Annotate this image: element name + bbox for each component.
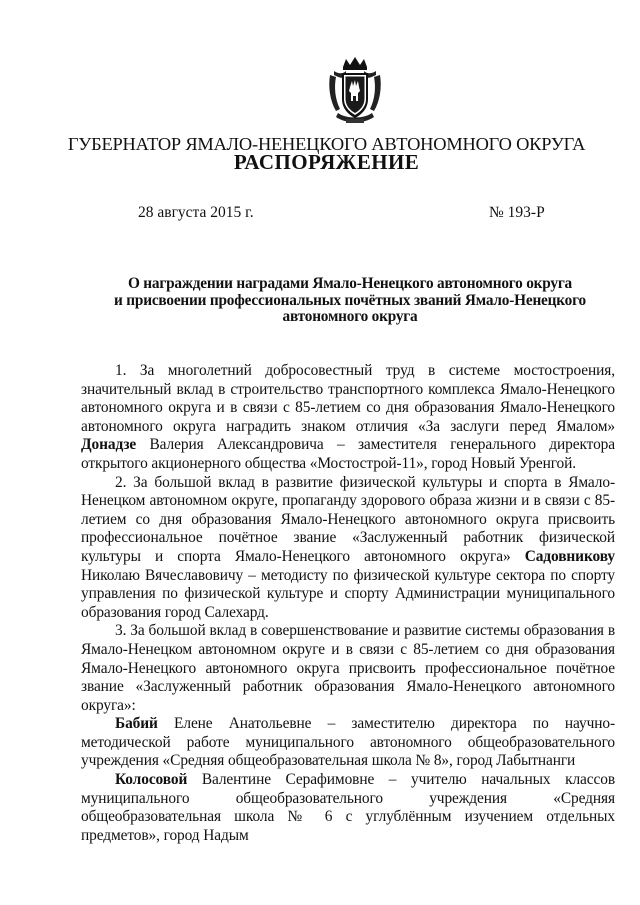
paragraph-3: 3. За большой вклад в совершенствование и развитие системы образования в Ямало-Ненецком автономном округе и в связи с 85-летием со дня образования Ямало-Ненецкого автономного округа присвоить профессиональное почётное звание «Заслуженный работник образования Ямало-Ненецкого автономного округа»:: [81, 622, 615, 714]
coat-of-arms-emblem: [326, 57, 384, 125]
title-line: О награждении наградами Ямало-Ненецкого автономного округа: [127, 275, 573, 292]
awardee-surname: Колосовой: [115, 771, 188, 789]
awardee-surname: Донадзе: [81, 436, 137, 454]
paragraph-text: Николаю Вячеславовичу – методисту по физической культуре сектора по спорту управления по физической культуре и спорту Администрации муниципального образования город Салехард.: [81, 566, 615, 621]
issuing-authority: ГУБЕРНАТОР ЯМАЛО-НЕНЕЦКОГО АВТОНОМНОГО ОКРУГА: [67, 134, 586, 154]
paragraph-5: [81, 771, 615, 845]
paragraph-1: [81, 362, 615, 474]
document-body: [81, 362, 615, 845]
paragraph-text: Валентине Серафимовне – учителю начальных классов муниципального общеобразовательного учреждения «Средняя общеобразовательная школа № 6 с углублённым изучением отдельных предметов», город Надым: [81, 771, 615, 844]
paragraph-2: [81, 474, 615, 623]
paragraph-text: 2. За большой вклад в развитие физической культуры и спорта в Ямало-Ненецком автономном округе, пропаганду здорового образа жизни и в связи с 85-летием со дня образования Ямало-Ненецкого автономного округа присвоить профессиональное почётное звание «Заслуженный работник физической культуры и спорта Ямало-Ненецкого автономного округа»: [81, 473, 615, 565]
paragraph-4: [81, 715, 615, 771]
paragraph-text: 1. За многолетний добросовестный труд в системе мостостроения, значительный вклад в строительство транспортного комплекса Ямало-Ненецкого автономного округа и в связи с 85-летием со дня образования Ямало-Ненецкого автономного округа наградить знаком отличия «За заслуги перед Ямалом»: [81, 362, 615, 435]
awardee-surname: Садовникову: [524, 547, 615, 565]
document-number: № 193-Р: [489, 204, 545, 221]
paragraph-text: Елене Анатольевне – заместителю директора по научно-методической работе муниципального автономного общеобразовательного учреждения «Средняя общеобразовательная школа № 8», город Лабытнанги: [81, 715, 615, 770]
document-title: [100, 276, 600, 326]
paragraph-text: Валерия Александровича – заместителя генерального директора открытого акционерного общества «Мостострой-11», город Новый Уренгой.: [81, 436, 615, 472]
title-line: и присвоении профессиональных почётных званий Ямало-Ненецкого: [114, 291, 586, 309]
document-type-heading: РАСПОРЯЖЕНИЕ: [233, 150, 420, 174]
awardee-surname: Бабий: [115, 715, 158, 733]
title-line: автономного округа: [282, 308, 418, 325]
document-date: 28 августа 2015 г.: [138, 204, 254, 221]
